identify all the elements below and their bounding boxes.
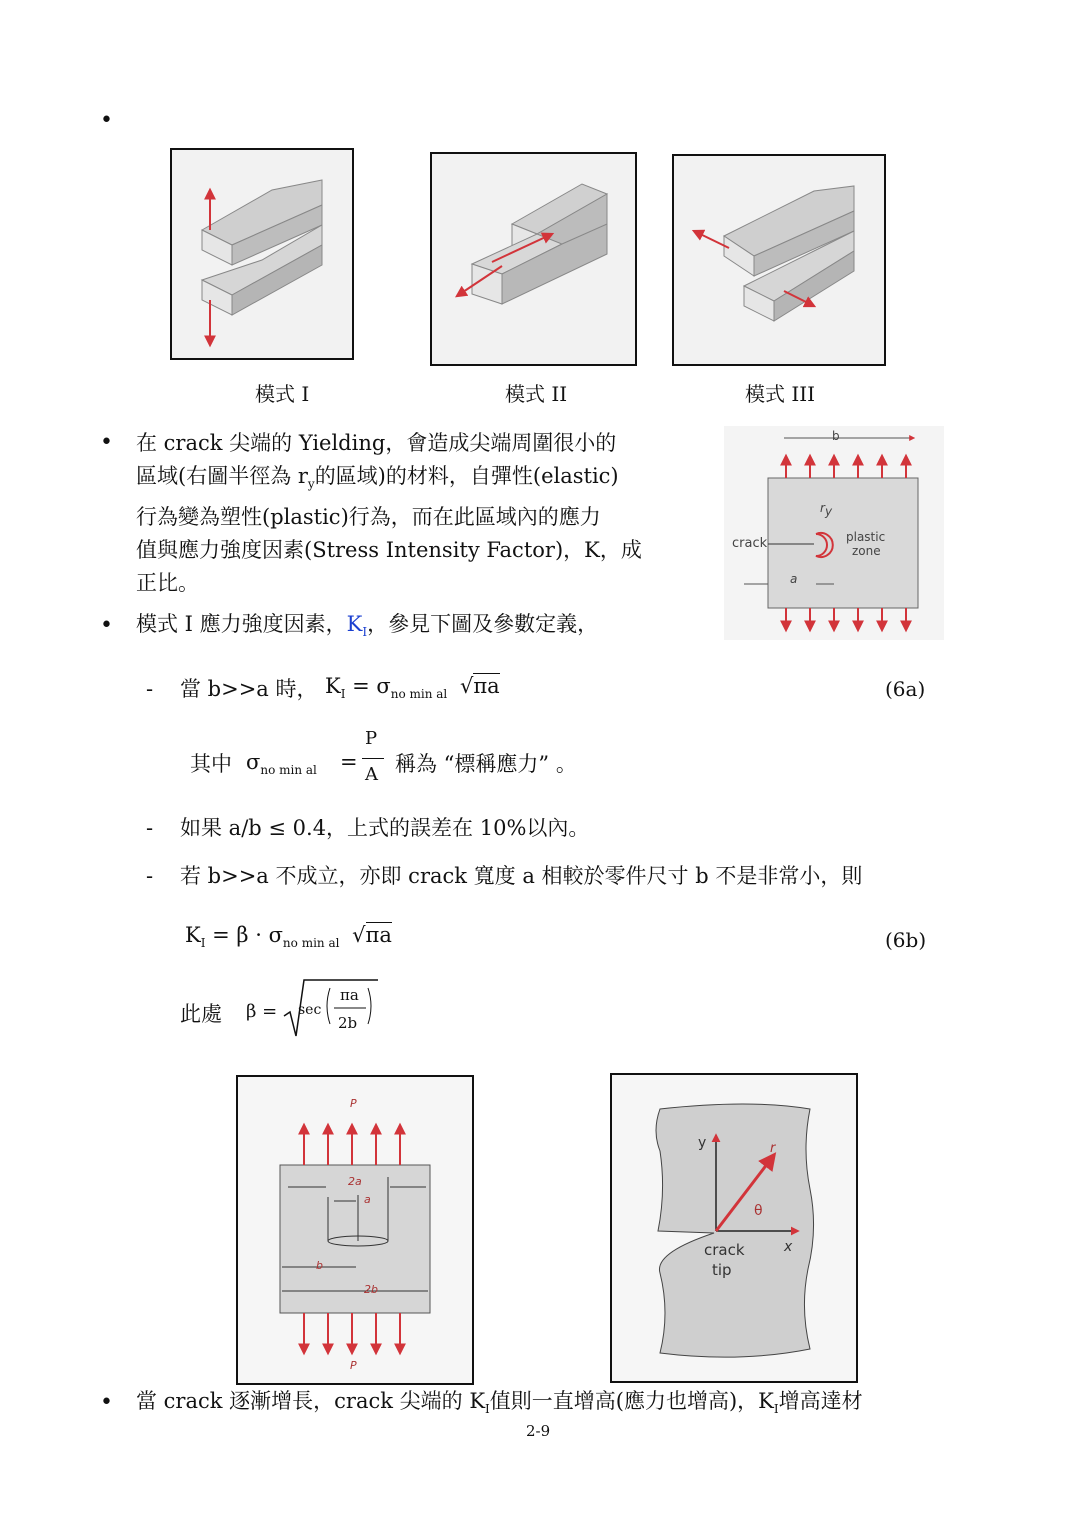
crack-tip-figure [610,1073,858,1383]
equation-6a: $K_I = \sigma_{no min al}$ √πa [325,674,500,702]
nominal-denominator: A [365,764,378,785]
center-crack-figure [236,1075,474,1385]
beta-radical [282,976,382,1040]
nominal-sigma: $\sigma_{no min al}$ [246,750,317,778]
mode-2-figure [430,152,637,366]
b-label: b [832,429,840,443]
beta-numerator: πa [340,986,359,1004]
zone-label: zone [852,544,881,558]
x-axis-label: x [784,1239,793,1255]
equation-6b: $K_I = \beta \cdot \sigma_{no min al}$ √πa [185,923,392,951]
tip-label: tip [712,1261,732,1279]
caption-mode-2: 模式 II [505,382,568,406]
plastic-zone-figure [724,426,944,640]
bullet: • [100,108,113,133]
dash: - [146,864,154,888]
fraction-bar [362,758,384,759]
top-arrows [786,456,906,478]
dash: - [146,677,154,701]
a-label: a [364,1193,371,1206]
p-bottom-label: P [350,1359,357,1372]
nominal-numerator: P [365,728,378,749]
sec-label: sec [298,1002,322,1018]
page-number: 2-9 [526,1422,551,1440]
bullet: • [100,1390,113,1415]
bullet: • [100,430,113,455]
bottom-arrows [786,608,906,630]
dash: - [146,816,154,840]
2a-label: 2a [348,1175,362,1188]
ry-label: $r_y$ [820,501,833,519]
item-3-text: 若 b>>a 不成立，亦即 crack 寬度 a 相較於零件尺寸 b 不是非常小，則 [180,864,863,888]
last-paragraph: 當 crack 逐漸增長，crack 尖端的 $K_I$值則一直增高(應力也增高)，$K_I$增高達材 [136,1389,863,1417]
nominal-equals: = [340,750,358,774]
mode-1-paragraph: 模式 I 應力強度因素，$K_I$，參見下圖及參數定義， [136,612,599,640]
p-top-label: P [350,1097,357,1110]
item-2-text: 如果 a/b ≤ 0.4，上式的誤差在 10%以內。 [180,816,590,840]
a-label: a [790,572,798,586]
crack-label: crack [704,1241,745,1259]
r-label: r [770,1141,776,1156]
caption-mode-3: 模式 III [745,382,816,406]
nominal-suffix: 稱為 “標稱應力” 。 [395,752,577,776]
y-axis-label: y [698,1135,707,1151]
nominal-prefix: 其中 [190,752,232,776]
mode-3-figure [672,154,886,366]
equation-number-6a: (6a) [885,677,926,701]
b-label: b [316,1259,323,1272]
item-1-text: 當 b>>a 時， [180,677,318,701]
caption-mode-1: 模式 I [255,382,310,406]
2b-label: 2b [364,1283,378,1296]
plastic-label: plastic [846,530,886,544]
beta-denominator: 2b [338,1014,358,1032]
equation-number-6b: (6b) [885,928,927,952]
theta-label: θ [754,1203,763,1219]
crack-label: crack [732,536,768,551]
bullet: • [100,613,113,638]
yielding-paragraph: 在 crack 尖端的 Yielding，會造成尖端周圍很小的 區域(右圖半徑為 $r_y$的區域)的材料，自彈性(elastic) 行為變為塑性(plastic)行為，而在此區域內的應力 值與應力強度因素(Stress Intensity Factor)，K，成 正比。 [136,431,642,596]
mode-1-figure [170,148,354,360]
beta-lhs: β = [246,1001,278,1022]
beta-prefix: 此處 [180,1002,222,1026]
